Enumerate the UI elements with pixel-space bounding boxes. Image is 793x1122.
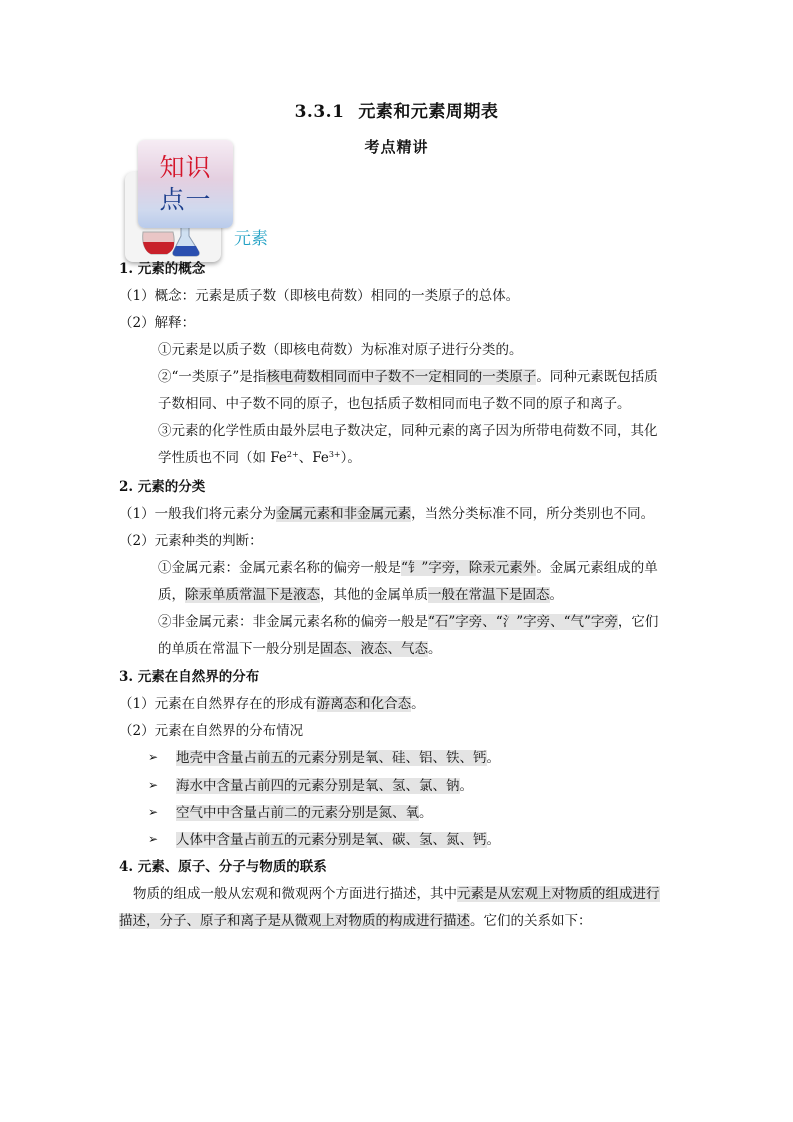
section1-item3-line1: ③元素的化学性质由最外层电子数决定，同种元素的离子因为所带电荷数不同，其化 [158, 423, 658, 439]
section1-item2-line1: ②“一类原子”是指核电荷数相同而中子数不一定相同的一类原子。同种元素既包括质 [158, 369, 658, 385]
section4-heading: 4. 元素、原子、分子与物质的联系 [119, 859, 327, 875]
highlight: 地壳中含量占前五的元素分别是氧、硅、铝、铁、钙 [176, 750, 487, 766]
section4-p1-line1: 物质的组成一般从宏观和微观两个方面进行描述，其中元素是从宏观上对物质的组成进行 [133, 886, 660, 902]
highlight: 海水中含量占前四的元素分别是氧、氢、氯、钠 [176, 778, 460, 794]
section1-item3-line2: 学性质也不同（如 $Fe^{2+}$、$Fe^{3+}$）。 [158, 450, 361, 466]
bullet-arrow-icon: ➢ [148, 750, 159, 764]
section2-heading: 2. 元素的分类 [119, 479, 206, 495]
highlight: “石”字旁、“氵”字旁、“气”字旁 [428, 614, 618, 630]
knowledge-badge [123, 140, 243, 265]
section2-p1: （1）一般我们将元素分为金属元素和非金属元素，当然分类标准不同，所分类别也不同。 [119, 506, 655, 522]
badge-line2: 点一 [159, 185, 212, 214]
section3-bullet2: 海水中含量占前四的元素分别是氧、氢、氯、钠。 [176, 778, 473, 794]
bullet-arrow-icon: ➢ [148, 778, 159, 792]
highlight: 除汞单质常温下是液态 [185, 587, 320, 603]
badge-line1: 知识 [159, 153, 212, 182]
section2-nonmetal-line1: ②非金属元素：非金属元素名称的偏旁一般是“石”字旁、“氵”字旁、“气”字旁，它们 [158, 614, 659, 630]
title-text: 元素和元素周期表 [358, 102, 499, 122]
bullet-arrow-icon: ➢ [148, 832, 159, 846]
section4-p1-line2: 描述，分子、原子和离子是从微观上对物质的构成进行描述。它们的关系如下： [119, 913, 592, 929]
highlight: 核电荷数相同而中子数不一定相同的一类原子 [266, 369, 537, 385]
section3-bullet3: 空气中中含量占前二的元素分别是氮、氧。 [176, 805, 433, 821]
section1-item2-line2: 子数相同、中子数不同的原子，也包括质子数相同而电子数不同的原子和离子。 [158, 396, 631, 412]
highlight: 元素是从宏观上对物质的组成进行 [457, 886, 660, 902]
highlight: 一般在常温下是固态 [428, 587, 550, 603]
section3-p2: （2）元素在自然界的分布情况 [119, 723, 304, 739]
section3-bullet1: 地壳中含量占前五的元素分别是氧、硅、铝、铁、钙。 [176, 750, 500, 766]
badge-label: 元素 [234, 229, 268, 249]
page-title [0, 97, 793, 122]
highlight: 游离态和化合态 [316, 696, 412, 712]
badge-card [138, 140, 233, 228]
section2-nonmetal-line2: 的单质在常温下一般分别是固态、液态、气态。 [158, 641, 442, 657]
section3-p1: （1）元素在自然界存在的形成有游离态和化合态。 [119, 696, 425, 712]
section1-heading: 1. 元素的概念 [119, 261, 206, 277]
highlight: 描述，分子、原子和离子是从微观上对物质的构成进行描述 [119, 913, 470, 929]
section1-p1: （1）概念：元素是质子数（即核电荷数）相同的一类原子的总体。 [119, 288, 520, 304]
section3-heading: 3. 元素在自然界的分布 [119, 669, 260, 685]
highlight: 固态、液态、气态 [320, 641, 428, 657]
bullet-arrow-icon: ➢ [148, 805, 159, 819]
page-subtitle: 考点精讲 [364, 138, 429, 156]
section1-item1: ①元素是以质子数（即核电荷数）为标准对原子进行分类的。 [158, 342, 523, 358]
section3-bullet4: 人体中含量占前五的元素分别是氧、碳、氢、氮、钙。 [176, 832, 500, 848]
section-number: 3.3.1 [294, 102, 345, 122]
highlight: 空气中中含量占前二的元素分别是氮、氧 [176, 805, 419, 821]
highlight: “钅”字旁，除汞元素外 [401, 560, 537, 576]
highlight: 人体中含量占前五的元素分别是氧、碳、氢、氮、钙 [176, 832, 487, 848]
section1-p2: （2）解释： [119, 315, 196, 331]
section2-metal-line2: 质，除汞单质常温下是液态，其他的金属单质一般在常温下是固态。 [158, 587, 563, 603]
highlight: 金属元素和非金属元素 [276, 506, 412, 522]
section2-p2: （2）元素种类的判断： [119, 533, 263, 549]
section2-metal-line1: ①金属元素：金属元素名称的偏旁一般是“钅”字旁，除汞元素外。金属元素组成的单 [158, 560, 658, 576]
